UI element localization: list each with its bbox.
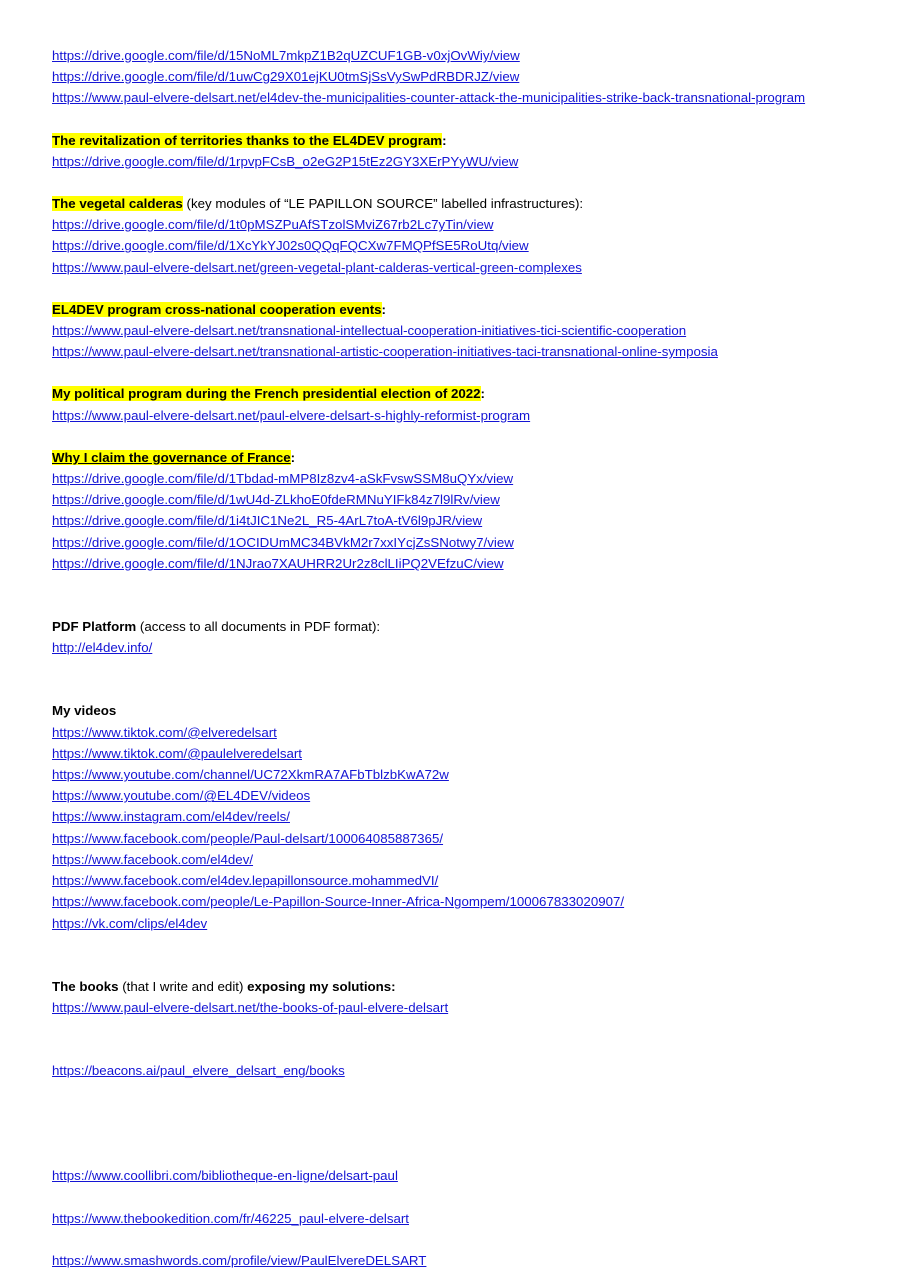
list-item bbox=[52, 532, 853, 553]
the-books-suffix: : bbox=[391, 978, 396, 994]
link-drive-1[interactable]: https://drive.google.com/file/d/15NoML7mkpZ1B2qUZCUF1GB-v0xjOvWiy/view bbox=[52, 48, 520, 63]
link-el4dev-info[interactable]: http://el4dev.info/ bbox=[52, 640, 153, 656]
link-drive-2[interactable]: https://drive.google.com/file/d/1uwCg29X01ejKU0tmSjSsVySwPdRBDRJZ/view bbox=[52, 69, 520, 85]
pdf-platform-note: (access to all documents in PDF format): bbox=[136, 619, 381, 635]
section-heading-suffix: : bbox=[480, 386, 485, 402]
list-item bbox=[52, 637, 853, 658]
spacer bbox=[52, 278, 853, 299]
link-facebook-el4dev[interactable]: https://www.facebook.com/el4dev/ bbox=[52, 851, 254, 867]
list-item bbox=[52, 828, 853, 849]
spacer bbox=[52, 1229, 853, 1250]
section-the-books bbox=[52, 976, 853, 1018]
section-heading-suffix: : bbox=[290, 449, 296, 465]
section-political-program bbox=[52, 383, 853, 425]
section-heading-highlight: My political program during the French presidential election of 2022 bbox=[52, 386, 481, 402]
link-governance-3[interactable]: https://drive.google.com/file/d/1i4tJIC1Ne2L_R5-4ArL7toA-tV6l9pJR/view bbox=[52, 513, 483, 529]
section-heading-suffix: (key modules of “LE PAPILLON SOURCE” labelled infrastructures): bbox=[182, 196, 584, 212]
section-heading-suffix: : bbox=[442, 132, 447, 148]
section-heading-highlight: The vegetal calderas bbox=[52, 196, 183, 212]
link-books-of-paul-elvere-delsart[interactable]: https://www.paul-elvere-delsart.net/the-books-of-paul-elvere-delsart bbox=[52, 999, 449, 1015]
list-item bbox=[52, 1250, 853, 1271]
link-vk-clips[interactable]: https://vk.com/clips/el4dev bbox=[52, 915, 208, 931]
spacer bbox=[52, 1187, 853, 1208]
link-tici-1[interactable]: https://www.paul-elvere-delsart.net/transnational-intellectual-cooperation-initiatives-tici-scientific-cooperation bbox=[52, 323, 687, 339]
spacer bbox=[52, 172, 853, 193]
section-heading bbox=[52, 299, 853, 320]
list-item bbox=[52, 214, 853, 235]
link-calderas-2[interactable]: https://drive.google.com/file/d/1XcYkYJ02s0QQqFQCXw7FMQPfSE5RoUtq/view bbox=[52, 238, 529, 254]
link-thebookedition[interactable]: https://www.thebookedition.com/fr/46225_paul-elvere-delsart bbox=[52, 1210, 409, 1226]
list-item bbox=[52, 553, 853, 574]
link-beacons-books[interactable]: https://beacons.ai/paul_elvere_delsart_eng/books bbox=[52, 1063, 345, 1079]
link-youtube-el4dev-videos[interactable]: https://www.youtube.com/@EL4DEV/videos bbox=[52, 788, 311, 804]
link-governance-2[interactable]: https://drive.google.com/file/d/1wU4d-ZLkhoE0fdeRMNuYIFk84z7l9lRv/view bbox=[52, 492, 500, 508]
list-item bbox=[52, 1165, 853, 1186]
list-item bbox=[52, 764, 853, 785]
link-facebook-paul-delsart[interactable]: https://www.facebook.com/people/Paul-delsart/100064085887365/ bbox=[52, 830, 444, 846]
list-item bbox=[52, 806, 853, 827]
link-tiktok-elveredelsart[interactable]: https://www.tiktok.com/@elveredelsart bbox=[52, 724, 277, 740]
section-heading-highlight: Why I claim the governance of France bbox=[52, 449, 291, 465]
list-item bbox=[52, 151, 853, 172]
list-item bbox=[52, 66, 853, 87]
link-taci-2[interactable]: https://www.paul-elvere-delsart.net/transnational-artistic-cooperation-initiatives-taci-transnational-online-symposia bbox=[52, 344, 718, 360]
section-heading bbox=[52, 976, 853, 997]
link-smashwords[interactable]: https://www.smashwords.com/profile/view/PaulElvereDELSART bbox=[52, 1252, 427, 1268]
link-calderas-1[interactable]: https://drive.google.com/file/d/1t0pMSZPuAfSTzolSMviZ67rb2Lc7yTin/view bbox=[52, 217, 494, 233]
link-coollibri[interactable]: https://www.coollibri.com/bibliotheque-en-ligne/delsart-paul bbox=[52, 1168, 398, 1184]
list-item bbox=[52, 320, 853, 341]
list-item bbox=[52, 722, 853, 743]
top-links-block bbox=[52, 45, 853, 109]
list-item bbox=[52, 743, 853, 764]
list-item bbox=[52, 45, 853, 66]
spacer bbox=[52, 574, 853, 616]
section-heading bbox=[52, 383, 853, 404]
link-facebook-lepapillonsource[interactable]: https://www.facebook.com/el4dev.lepapillonsource.mohammedVI/ bbox=[52, 873, 439, 889]
link-governance-5[interactable]: https://drive.google.com/file/d/1NJrao7XAUHRR2Ur2z8clLIiPQ2VEfzuC/view bbox=[52, 555, 504, 571]
link-instagram-reels[interactable]: https://www.instagram.com/el4dev/reels/ bbox=[52, 809, 290, 825]
list-item bbox=[52, 891, 853, 912]
my-videos-label: My videos bbox=[52, 703, 117, 719]
link-revitalization-1[interactable]: https://drive.google.com/file/d/1rpvpFCsB_o2eG2P15tEz2GY3XErPYyWU/view bbox=[52, 153, 519, 169]
link-tiktok-paulelveredelsart[interactable]: https://www.tiktok.com/@paulelveredelsart bbox=[52, 745, 302, 761]
list-item bbox=[52, 405, 853, 426]
section-heading bbox=[52, 130, 853, 151]
pdf-platform-label: PDF Platform bbox=[52, 619, 137, 635]
list-item bbox=[52, 849, 853, 870]
list-item bbox=[52, 913, 853, 934]
document-body bbox=[52, 45, 853, 1271]
spacer bbox=[52, 658, 853, 700]
spacer bbox=[52, 1144, 853, 1165]
list-item bbox=[52, 341, 853, 362]
list-item bbox=[52, 510, 853, 531]
the-books-emphasis: exposing my solutions bbox=[247, 978, 392, 994]
list-item bbox=[52, 1060, 853, 1081]
spacer bbox=[52, 1018, 853, 1060]
section-heading-suffix: : bbox=[381, 301, 386, 317]
spacer bbox=[52, 362, 853, 383]
section-governance-of-france bbox=[52, 447, 853, 574]
section-heading-highlight: The revitalization of territories thanks to the EL4DEV program bbox=[52, 132, 443, 148]
section-heading bbox=[52, 447, 853, 468]
the-books-label: The books bbox=[52, 978, 119, 994]
section-heading bbox=[52, 616, 853, 637]
section-my-videos bbox=[52, 700, 853, 933]
section-pdf-platform bbox=[52, 616, 853, 658]
link-governance-1[interactable]: https://drive.google.com/file/d/1Tbdad-mMP8Iz8zv4-aSkFvswSSM8uQYx/view bbox=[52, 471, 514, 487]
list-item bbox=[52, 997, 853, 1018]
section-cooperation-events bbox=[52, 299, 853, 363]
section-heading bbox=[52, 700, 853, 721]
section-vegetal-calderas bbox=[52, 193, 853, 278]
list-item bbox=[52, 870, 853, 891]
spacer bbox=[52, 934, 853, 976]
section-heading-highlight: EL4DEV program cross-national cooperation events bbox=[52, 301, 382, 317]
the-books-note: (that I write and edit) bbox=[118, 978, 248, 994]
list-item bbox=[52, 489, 853, 510]
link-calderas-3[interactable]: https://www.paul-elvere-delsart.net/green-vegetal-plant-calderas-vertical-green-complexes bbox=[52, 259, 582, 275]
section-revitalization bbox=[52, 130, 853, 172]
section-beacons bbox=[52, 1060, 853, 1081]
spacer bbox=[52, 426, 853, 447]
section-bookstores bbox=[52, 1165, 853, 1271]
link-reformist-program[interactable]: https://www.paul-elvere-delsart.net/paul-elvere-delsart-s-highly-reformist-program bbox=[52, 407, 531, 423]
section-heading bbox=[52, 193, 853, 214]
spacer bbox=[52, 109, 853, 130]
link-governance-4[interactable]: https://drive.google.com/file/d/1OCIDUmMC34BVkM2r7xxIYcjZsSNotwy7/view bbox=[52, 534, 514, 550]
list-item bbox=[52, 87, 853, 108]
list-item bbox=[52, 785, 853, 806]
list-item bbox=[52, 468, 853, 489]
link-municipalities-program[interactable]: https://www.paul-elvere-delsart.net/el4dev-the-municipalities-counter-attack-the-municipalities-strike-back-transnational-program bbox=[52, 90, 806, 106]
list-item bbox=[52, 1208, 853, 1229]
link-youtube-channel[interactable]: https://www.youtube.com/channel/UC72XkmRA7AFbTblzbKwA72w bbox=[52, 767, 449, 783]
list-item bbox=[52, 235, 853, 256]
list-item bbox=[52, 257, 853, 278]
spacer bbox=[52, 1081, 853, 1144]
link-facebook-inner-africa[interactable]: https://www.facebook.com/people/Le-Papillon-Source-Inner-Africa-Ngompem/100067833020907/ bbox=[52, 894, 625, 910]
